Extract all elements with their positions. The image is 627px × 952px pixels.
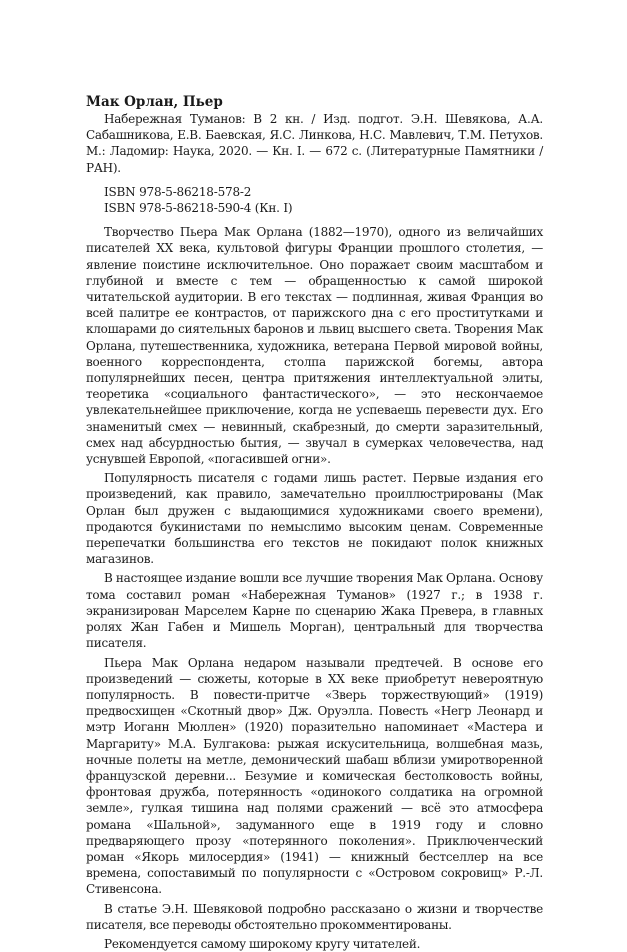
paragraph: В настоящее издание вошли все лучшие творения Мак Орлана. Основу тома составил роман «Набережная Туманов» (1927 г.; в 1938 г. экранизирован Марселем Карне по сценарию Жака Превера, в главных ролях Жан Габен и Мишель Морган), центральный для творчества писателя. xyxy=(86,571,543,651)
paragraph: Популярность писателя с годами лишь растет. Первые издания его произведений, как правило, замечательно проиллюстрированы (Мак Орлан был дружен с выдающимися художниками своего времени), продаются букинистами по немыслимо высоким ценам. Современные перепечатки большинства его текстов не покидают полок книжных магазинов. xyxy=(86,471,543,567)
annotation-body xyxy=(86,224,543,952)
paragraph: В статье Э.Н. Шевяковой подробно рассказано о жизни и творчестве писателя, все переводы обстоятельно прокомментированы. xyxy=(86,901,543,932)
isbn-line: ISBN 978-5-86218-578-2 xyxy=(104,184,252,199)
paragraph: Рекомендуется самому широкому кругу читателей. xyxy=(104,936,421,951)
isbn-line: ISBN 978-5-86218-590-4 (Кн. I) xyxy=(104,201,293,216)
isbn-block xyxy=(86,184,543,216)
paragraph: Творчество Пьера Мак Орлана (1882—1970), одного из величайших писателей XX века, культовой фигуры Франции прошлого столетия, — явление поистине исключительное. Оно поражает своим масштабом и глубиной и вместе с тем — обращенностью к самой широкой читательской аудитории. В его текстах — подлинная, живая Франция во всей палитре ее контрастов, от парижского дна с его проститутками и клошарами до сиятельных баронов и львиц высшего света. Творения Мак Орлана, путешественника, художника, ветерана Первой мировой войны, военного корреспондента, столпа парижской богемы, автора популярнейших песен, центра притяжения интеллектуальной элиты, теоретика «социального фантастического», — это нескончаемое увлекательнейшее приключение, когда не успеваешь перевести дух. Его знаменитый смех — невинный, скабрезный, до смерти заразительный, смех над абсурдностью бытия, — звучал в сумерках человечества, над уснувшей Европой, «погасившей огни». xyxy=(86,225,543,467)
paragraph: Пьера Мак Орлана недаром называли предтечей. В основе его произведений — сюжеты, которые в XX веке приобретут невероятную популярность. В повести-притче «Зверь торжествующий» (1919) предвосхищен «Скотный двор» Дж. Оруэлла. Повесть «Негр Леонард и мэтр Иоганн Мюллен» (1920) поразительно напоминает «Мастера и Маргариту» М.А. Булгакова: рыжая искусительница, волшебная мазь, ночные полеты на метле, демонический шабаш вблизи умиротворенной французской деревни... Безумие и комическая бестолковость войны, фронтовая дружба, потерянность «одинокого солдатика на огромной земле», гулкая тишина над полями сражений — всё это атмосфера романа «Шальной», задуманного еще в 1919 году и словно предваряющего прозу «потерянного поколения». Приключенческий роман «Якорь милосердия» (1941) — книжный бестселлер на все времена, сопоставимый по популярности с «Островом сокровищ» Р.-Л. Стивенсона. xyxy=(86,655,543,897)
author-heading: Мак Орлан, Пьер xyxy=(86,94,223,110)
bibliographic-description: Набережная Туманов: В 2 кн. / Изд. подгот. Э.Н. Шевякова, А.А. Сабашникова, Е.В. Баевская, Я.С. Линкова, Н.С. Мавлевич, Т.М. Петухов. М.: Ладомир: Наука, 2020. — Кн. I. — 672 с. (Литературные Памятники / РАН). xyxy=(86,112,543,175)
